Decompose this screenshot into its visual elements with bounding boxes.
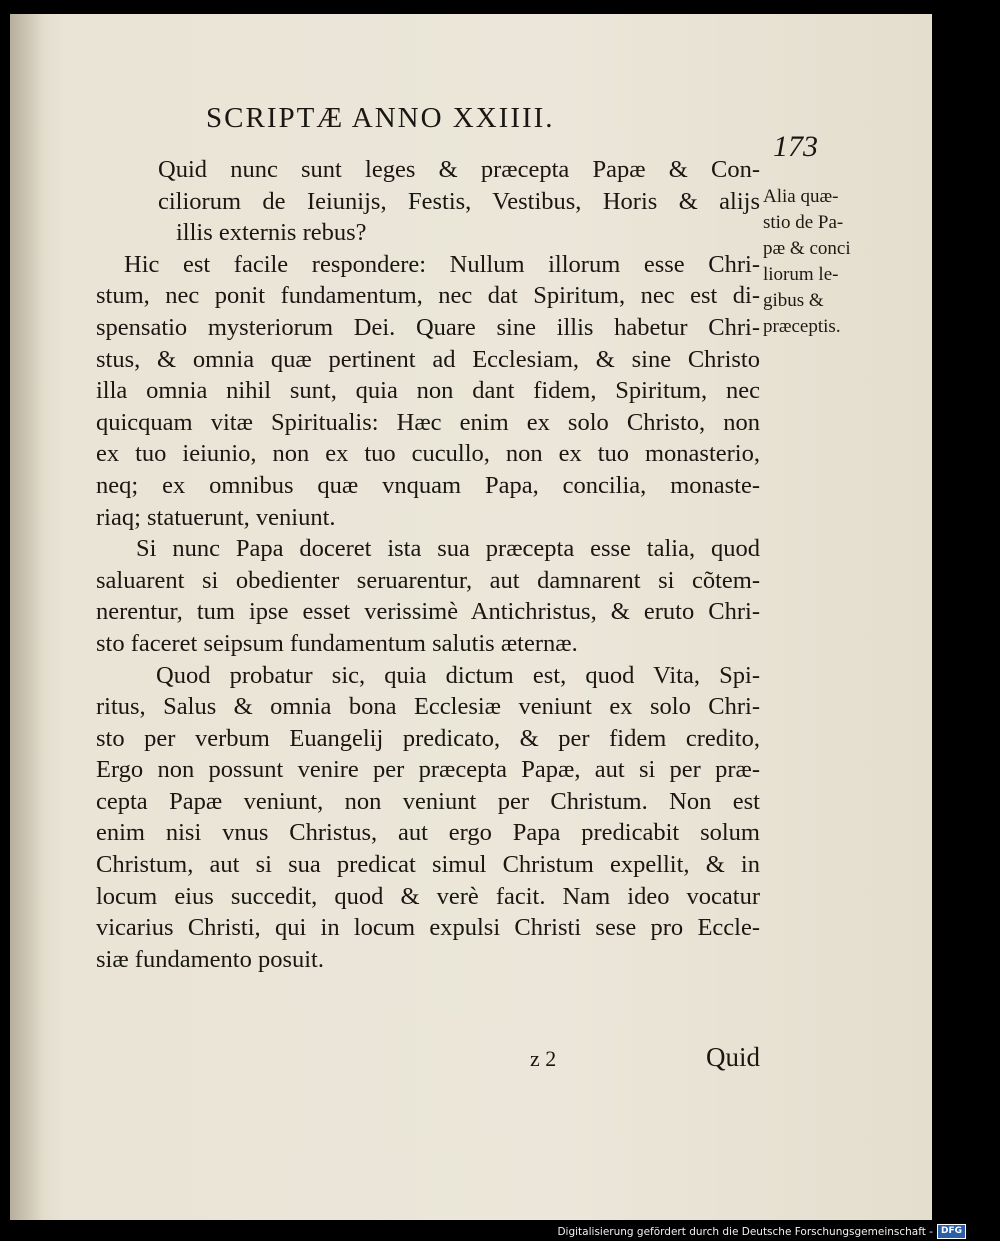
- body-text: [96, 154, 760, 975]
- text-line: Quid nunc sunt leges & præcepta Papæ & Con-: [158, 156, 760, 183]
- credit-text: Digitalisierung gefördert durch die Deutsche Forschungsgemeinschaft -: [557, 1225, 933, 1238]
- text-line: vicarius Christi, qui in locum expulsi Christi sese pro Eccle-: [96, 914, 760, 942]
- margin-note-line: liorum le-: [763, 264, 839, 285]
- text-line: siæ fundamento posuit.: [96, 945, 324, 973]
- text-line: cepta Papæ veniunt, non veniunt per Christum. Non est: [96, 787, 760, 815]
- text-line: illis externis rebus?: [176, 219, 367, 247]
- text-line: stum, nec ponit fundamentum, nec dat Spiritum, nec est di-: [96, 282, 760, 310]
- text-line: illa omnia nihil sunt, quia non dant fidem, Spiritum, nec: [96, 377, 760, 405]
- text-line: spensatio mysteriorum Dei. Quare sine illis habetur Chri-: [96, 313, 760, 341]
- dfg-logo: DFG: [937, 1224, 966, 1239]
- text-line: Ergo non possunt venire per præcepta Papæ, aut si per præ-: [96, 756, 760, 784]
- catchword: Quid: [706, 1042, 760, 1072]
- margin-note-line: præceptis.: [763, 316, 841, 337]
- text-line: saluarent si obedienter seruarentur, aut damnarent si cõtem-: [96, 566, 760, 594]
- text-line: Christum, aut si sua predicat simul Christum expellit, & in: [96, 851, 760, 879]
- text-line: locum eius succedit, quod & verè facit. Nam ideo vocatur: [96, 882, 760, 910]
- text-line: enim nisi vnus Christus, aut ergo Papa predicabit solum: [96, 819, 760, 847]
- text-line: riaq; statuerunt, veniunt.: [96, 503, 336, 531]
- text-line: Quod probatur sic, quia dictum est, quod Vita, Spi-: [156, 661, 760, 689]
- margin-note-line: stio de Pa-: [763, 212, 844, 233]
- text-line: ritus, Salus & omnia bona Ecclesiæ veniunt ex solo Chri-: [96, 693, 760, 721]
- margin-note-line: gibus &: [763, 290, 824, 311]
- page-number: 173: [773, 130, 818, 163]
- text-line: quicquam vitæ Spiritualis: Hæc enim ex solo Christo, non: [96, 408, 760, 436]
- text-line: neq; ex omnibus quæ vnquam Papa, concilia, monaste-: [96, 471, 760, 499]
- running-head: SCRIPTÆ ANNO XXIIII.: [206, 102, 555, 134]
- text-line: Hic est facile respondere: Nullum illorum esse Chri-: [124, 250, 760, 278]
- spine-shadow: [10, 14, 44, 1220]
- margin-note-line: Alia quæ-: [763, 186, 839, 207]
- margin-note: [763, 184, 883, 340]
- text-line: ciliorum de Ieiunijs, Festis, Vestibus, Horis & alijs: [158, 187, 760, 215]
- text-line: sto per verbum Euangelij predicato, & per fidem credito,: [96, 724, 760, 752]
- margin-note-line: pæ & conci: [763, 238, 851, 259]
- text-line: ex tuo ieiunio, non ex tuo cucullo, non ex tuo monasterio,: [96, 440, 760, 468]
- page-foot: [530, 1042, 760, 1078]
- signature-mark: z 2: [530, 1046, 557, 1071]
- book-page: [10, 14, 932, 1220]
- digitization-credit: [557, 1224, 966, 1239]
- text-line: Si nunc Papa doceret ista sua præcepta esse talia, quod: [136, 535, 760, 563]
- text-line: stus, & omnia quæ pertinent ad Ecclesiam, & sine Christo: [96, 345, 760, 373]
- text-line: nerentur, tum ipse esset verissimè Antichristus, & eruto Chri-: [96, 598, 760, 626]
- text-line: sto faceret seipsum fundamentum salutis æternæ.: [96, 629, 578, 657]
